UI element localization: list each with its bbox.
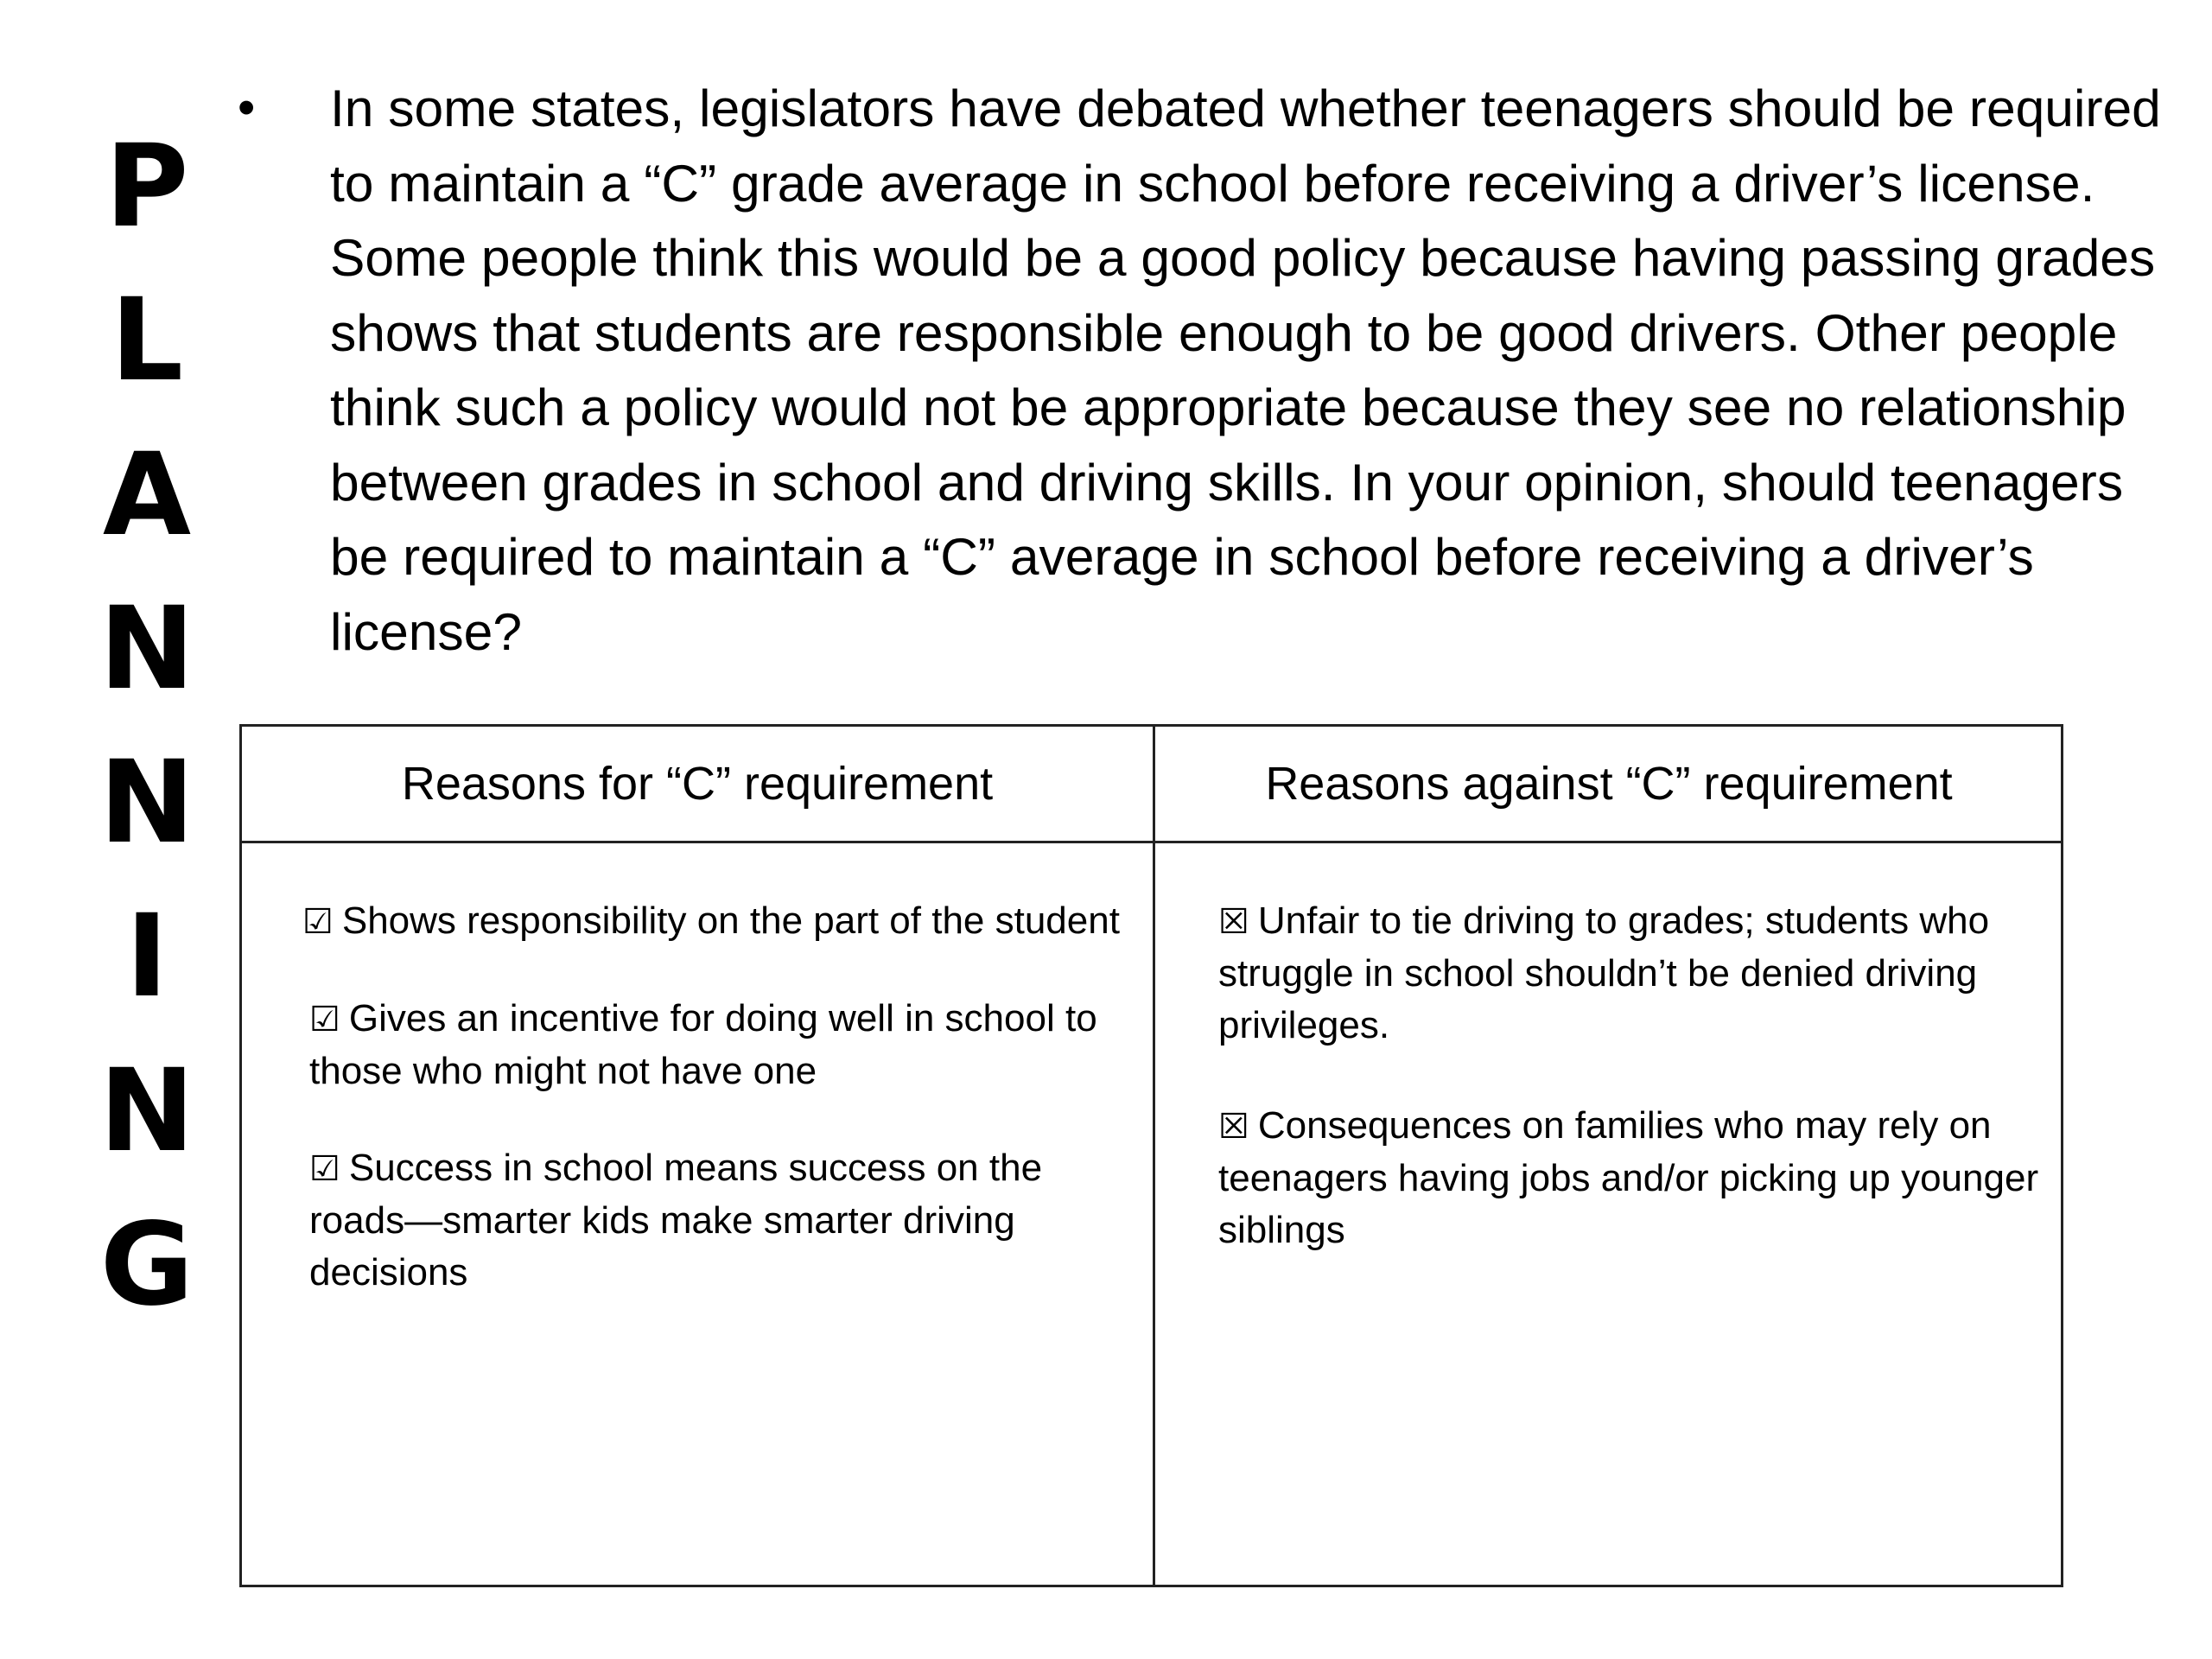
reason-for-text: Success in school means success on the roads—smarter kids make smarter driving decisions bbox=[309, 1147, 1043, 1294]
x-box-icon: ☒ bbox=[1218, 902, 1249, 942]
reason-for-text: Gives an incentive for doing well in school to those who might not have one bbox=[309, 997, 1097, 1092]
reason-for-text: Shows responsibility on the part of the student bbox=[341, 899, 1120, 942]
title-letter: G bbox=[99, 1198, 194, 1332]
prompt-text: In some states, legislators have debated whether teenagers should be required to maintain a “C” grade average in school before receiving a driver’s license. Some people think this would be a good policy because having passing grades shows that students are responsible enough to be good drivers. Other people think such a policy would not be appropriate because they see no relationship between grades in school and driving skills. In your opinion, should teenagers be required to maintain a “C” average in school before receiving a driver’s license? bbox=[330, 79, 2161, 661]
reason-for-item bbox=[302, 895, 1123, 948]
reason-against-item bbox=[1218, 895, 2039, 1052]
reasons-against-list bbox=[1218, 895, 2039, 1305]
checked-box-icon: ☑ bbox=[309, 1149, 340, 1189]
planning-vertical-title bbox=[86, 120, 207, 1332]
reason-against-text: Consequences on families who may rely on teenagers having jobs and/or picking up younger siblings bbox=[1218, 1104, 2039, 1251]
reasons-against-header: Reasons against “C” requirement bbox=[1265, 758, 1953, 810]
reason-for-item bbox=[302, 993, 1123, 1097]
title-letter: N bbox=[99, 1044, 195, 1178]
reason-for-item bbox=[302, 1142, 1123, 1299]
title-letter: A bbox=[102, 428, 192, 562]
title-letter: I bbox=[125, 890, 168, 1024]
bullet-point: • bbox=[238, 79, 256, 136]
checked-box-icon: ☑ bbox=[302, 902, 334, 942]
x-box-icon: ☒ bbox=[1218, 1107, 1249, 1147]
title-letter: P bbox=[105, 120, 189, 253]
reason-against-item bbox=[1218, 1100, 2039, 1256]
reasons-table bbox=[239, 724, 2063, 1587]
title-letter: L bbox=[110, 274, 184, 408]
reasons-for-header: Reasons for “C” requirement bbox=[401, 758, 994, 810]
reason-against-text: Unfair to tie driving to grades; students who struggle in school shouldn’t be denied driving privileges. bbox=[1218, 899, 1990, 1046]
checked-box-icon: ☑ bbox=[309, 1000, 340, 1039]
header-divider bbox=[242, 841, 2061, 843]
reasons-for-list bbox=[302, 895, 1123, 1344]
title-letter: N bbox=[99, 736, 195, 870]
column-divider bbox=[1153, 727, 1155, 1585]
title-letter: N bbox=[99, 582, 195, 715]
